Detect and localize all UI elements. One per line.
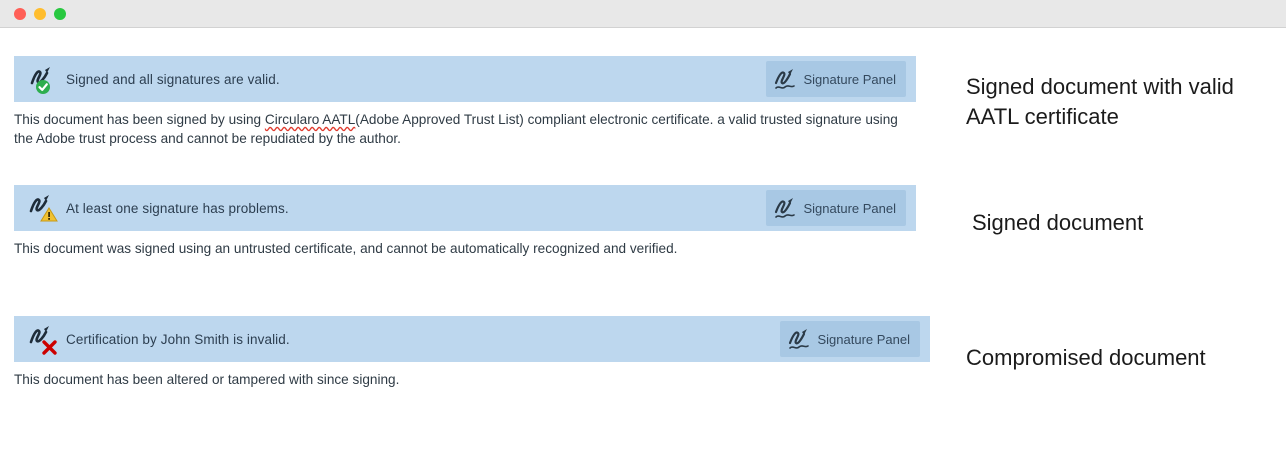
signature-description [14,370,914,389]
signature-status-text: Certification by John Smith is invalid. [66,331,290,347]
signature-status-text: At least one signature has problems. [66,200,289,216]
description-part-1: This document was signed using an untrusted certificate, and cannot be automatically recognized and verified. [14,241,678,256]
signature-warning-icon [26,191,60,225]
signature-status-bar [14,316,930,362]
signature-panel-button[interactable] [780,321,920,357]
signature-panel-button[interactable] [766,190,906,226]
signature-panel-button-label: Signature Panel [817,331,910,347]
annotation-signed: Signed document [972,210,1144,235]
signature-panel-button-label: Signature Panel [803,200,896,216]
signature-panel-button[interactable] [766,61,906,97]
signature-status-bar [14,56,916,102]
signature-valid-icon [26,62,60,96]
signature-description [14,239,914,258]
signature-status-text: Signed and all signatures are valid. [66,71,280,87]
signature-status-bar [14,185,916,231]
window-titlebar [0,0,1286,28]
description-part-1: This document has been altered or tampered with since signing. [14,372,400,387]
signature-panel-button-label: Signature Panel [803,71,896,87]
description-misspelled-term: Circularo AATL [264,112,356,127]
window-maximize-button[interactable] [54,8,66,20]
signature-invalid-icon [26,322,60,356]
annotation-compromised: Compromised document [966,345,1206,370]
annotation-valid: Signed document with valid AATL certificate [966,74,1234,129]
description-part-1: This document has been signed by using [14,112,265,127]
signature-status-block-invalid [14,316,930,389]
pen-icon [772,66,798,92]
window-minimize-button[interactable] [34,8,46,20]
signature-status-block-valid [14,56,916,149]
signature-status-block-warning [14,185,916,258]
window-content [0,28,1286,454]
window-close-button[interactable] [14,8,26,20]
signature-description [14,110,914,149]
pen-icon [786,326,812,352]
pen-icon [772,195,798,221]
description-part-2: (Adobe Approved Trust List) compliant electronic certificate. a valid trusted signature using the Adobe trust process and cannot be repudiated by the author. [14,112,898,147]
